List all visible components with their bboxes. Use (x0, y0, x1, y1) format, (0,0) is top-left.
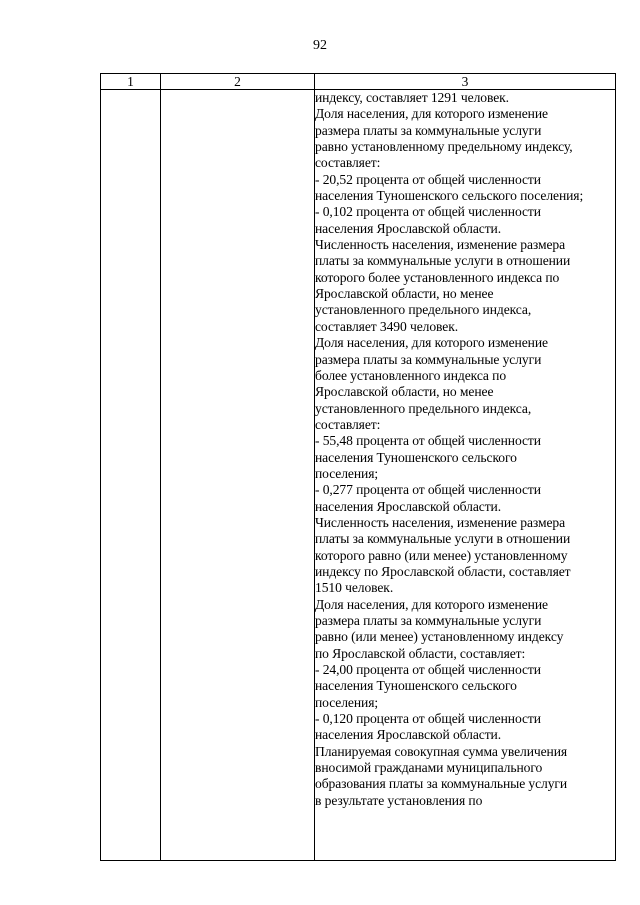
text-line: Планируемая совокупная сумма увеличения (315, 743, 568, 759)
text-line: Доля населения, для которого изменение (315, 596, 548, 612)
text-line: населения Туношенского сельского поселения; (315, 188, 584, 204)
document-table (100, 73, 616, 861)
text-line: - 0,120 процента от общей численности (315, 711, 541, 727)
column-header-1: 1 (101, 74, 161, 90)
cell-column-2 (161, 90, 315, 861)
text-line: более установленного индекса по (315, 367, 507, 383)
text-line: равно установленному предельному индексу, (315, 139, 573, 155)
text-line: населения Ярославской области. (315, 498, 502, 514)
text-line: вносимой гражданами муниципального (315, 760, 543, 776)
text-line: образования платы за коммунальные услуги (315, 776, 568, 792)
text-line: Ярославской области, но менее (315, 286, 494, 302)
text-line: Доля населения, для которого изменение (315, 106, 548, 122)
text-line: индексу, составляет 1291 человек. (315, 90, 509, 105)
column-header-2: 2 (161, 74, 315, 90)
text-line: размера платы за коммунальные услуги (315, 122, 542, 138)
text-line: Численность населения, изменение размера (315, 514, 566, 530)
text-line: составляет 3490 человек. (315, 318, 459, 334)
text-line: Численность населения, изменение размера (315, 237, 566, 253)
text-line: 1510 человек. (315, 580, 394, 596)
text-line: - 55,48 процента от общей численности (315, 433, 541, 449)
text-line: которого равно (или менее) установленному (315, 547, 568, 563)
text-line: Ярославской области, но менее (315, 384, 494, 400)
text-line: поселения; (315, 694, 379, 710)
text-line: платы за коммунальные услуги в отношении (315, 531, 571, 547)
text-line: в результате установления по (315, 792, 483, 808)
cell-column-1 (101, 90, 161, 861)
text-line: поселения; (315, 465, 379, 481)
text-line: Доля населения, для которого изменение (315, 335, 548, 351)
text-line: - 0,102 процента от общей численности (315, 204, 541, 220)
text-line: равно (или менее) установленному индексу (315, 629, 564, 645)
column-header-3: 3 (315, 74, 616, 90)
text-line: - 20,52 процента от общей численности (315, 171, 541, 187)
text-line: - 0,277 процента от общей численности (315, 482, 541, 498)
text-line: платы за коммунальные услуги в отношении (315, 253, 571, 269)
column-3-text (315, 90, 615, 809)
text-line: - 24,00 процента от общей численности (315, 662, 541, 678)
table-header-row (101, 74, 616, 90)
text-line: населения Туношенского сельского (315, 449, 517, 465)
text-line: составляет: (315, 416, 381, 432)
text-line: установленного предельного индекса, (315, 302, 532, 318)
text-line: населения Ярославской области. (315, 727, 502, 743)
text-line: установленного предельного индекса, (315, 400, 532, 416)
text-line: по Ярославской области, составляет: (315, 645, 526, 661)
table-row (101, 90, 616, 861)
page-number: 92 (313, 38, 327, 53)
text-line: размера платы за коммунальные услуги (315, 613, 542, 628)
text-line: индексу по Ярославской области, составляет (315, 563, 571, 579)
text-line: населения Ярославской области. (315, 220, 502, 236)
text-line: составляет: (315, 155, 381, 171)
text-line: которого более установленного индекса по (315, 269, 560, 285)
text-line: размера платы за коммунальные услуги (315, 351, 542, 367)
text-line: населения Туношенского сельского (315, 678, 517, 694)
cell-column-3 (315, 90, 616, 861)
